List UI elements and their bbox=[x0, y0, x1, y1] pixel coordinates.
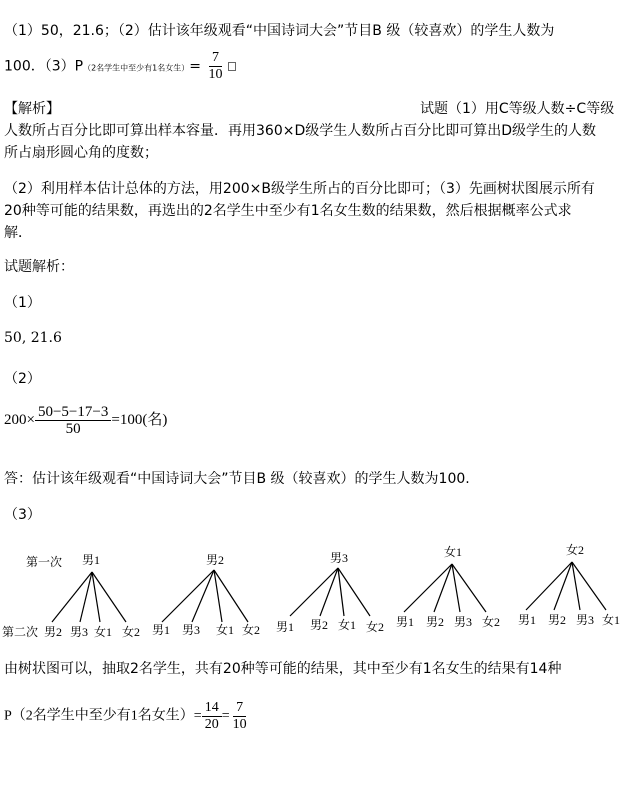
tree-leaf: 女1 bbox=[94, 625, 113, 639]
part-2-label: （2） bbox=[4, 371, 41, 387]
answer-line-2-start: 100．（3）P bbox=[4, 58, 84, 75]
answer-equals: = bbox=[189, 58, 201, 75]
formula-num: 50−5−17−3 bbox=[35, 404, 111, 421]
tree-leaf: 男3 bbox=[182, 623, 201, 637]
tree-branch bbox=[192, 570, 214, 622]
tree-branch bbox=[92, 572, 126, 622]
analysis-line-6: 解． bbox=[4, 225, 32, 241]
tree-branch bbox=[214, 570, 222, 622]
answer-fraction-den: 10 bbox=[208, 67, 223, 82]
tree-diagram bbox=[0, 536, 630, 646]
tree-leaf: 男2 bbox=[426, 615, 445, 629]
tree-leaf: 女2 bbox=[482, 615, 501, 629]
tree-branch bbox=[434, 564, 452, 612]
tree-leaf: 男1 bbox=[396, 615, 415, 629]
answer-prob-label: （2名学生中至少有1名女生） bbox=[83, 63, 190, 73]
analysis-line-3: 所占扇形圆心角的度数； bbox=[4, 145, 158, 161]
tree-leaf: 男1 bbox=[518, 613, 537, 627]
formula-result: =100(名) bbox=[111, 411, 168, 428]
tree-branch bbox=[572, 562, 606, 610]
part-1-answer: 50, 21.6 bbox=[4, 330, 62, 346]
tree-leaf: 男3 bbox=[454, 615, 473, 629]
tree-leaf: 女1 bbox=[602, 613, 621, 627]
tree-leaf: 女1 bbox=[338, 618, 357, 632]
final-equals: = bbox=[221, 708, 230, 724]
answer-fraction bbox=[205, 50, 225, 83]
analysis-heading: 【解析】 bbox=[4, 101, 60, 117]
part-2-formula bbox=[4, 404, 167, 437]
tree-leaf: 男1 bbox=[152, 623, 171, 637]
final-prefix: P（2名学生中至少有1名女生）= bbox=[4, 708, 202, 724]
tree-branch bbox=[404, 564, 452, 612]
tree-row2-label: 第二次 bbox=[2, 625, 39, 639]
tree-leaf: 女2 bbox=[122, 625, 141, 639]
tree-branch bbox=[320, 568, 338, 616]
tree-branch bbox=[162, 570, 214, 622]
final-probability bbox=[4, 700, 250, 733]
tree-row1-label: 第一次 bbox=[26, 555, 63, 569]
tree-branch bbox=[554, 562, 572, 610]
tree-root-5: 女2 bbox=[566, 543, 585, 557]
tree-branch bbox=[290, 568, 338, 616]
tree-root-4: 女1 bbox=[444, 545, 463, 559]
final-f1-den: 20 bbox=[204, 717, 219, 732]
analysis-right: 试题（1）用C等级人数÷C等级 bbox=[420, 101, 615, 117]
tree-leaf: 女1 bbox=[216, 623, 235, 637]
analysis-line-4: （2）利用样本估计总体的方法，用200×B级学生所占的百分比即可；（3）先画树状图展示所有 bbox=[4, 181, 595, 197]
tree-branch bbox=[92, 572, 100, 622]
answer-line-2 bbox=[4, 50, 236, 83]
formula-den: 50 bbox=[65, 421, 81, 437]
tree-leaf: 男2 bbox=[548, 613, 567, 627]
tree-branch bbox=[452, 564, 486, 612]
tree-leaf: 男3 bbox=[70, 625, 89, 639]
final-f2-num: 7 bbox=[233, 700, 246, 717]
inline-image-icon bbox=[228, 62, 236, 71]
answer-line-1: （1）50，21.6；（2）估计该年级观看“中国诗词大会”节目B 级（较喜欢）的学生人数为 bbox=[4, 23, 555, 39]
formula-prefix: 200× bbox=[4, 411, 35, 428]
formula-fraction bbox=[35, 404, 111, 437]
final-f2-den: 10 bbox=[232, 717, 247, 732]
tree-branch bbox=[452, 564, 460, 612]
part-2-conclusion: 答：估计该年级观看“中国诗词大会”节目B 级（较喜欢）的学生人数为100. bbox=[4, 471, 470, 487]
final-f1-num: 14 bbox=[202, 700, 222, 717]
tree-root-1: 男1 bbox=[82, 553, 101, 567]
tree-branch bbox=[214, 570, 248, 622]
tree-branch bbox=[526, 562, 572, 610]
final-fraction-1 bbox=[202, 700, 222, 733]
answer-fraction-num: 7 bbox=[209, 50, 222, 67]
tree-leaf: 男3 bbox=[576, 613, 595, 627]
analysis-line-5: 20种等可能的结果数，再选出的2名学生中至少有1名女生数的结果数，然后根据概率公式求 bbox=[4, 203, 572, 219]
part-3-label: （3） bbox=[4, 507, 41, 523]
part-1-label: （1） bbox=[4, 295, 41, 311]
tree-leaf: 男1 bbox=[276, 620, 295, 634]
tree-leaf: 男2 bbox=[44, 625, 63, 639]
analysis-line-2: 人数所占百分比即可算出样本容量．再用360×D级学生人数所占百分比即可算出D级学生的人数 bbox=[4, 123, 597, 139]
tree-conclusion: 由树状图可以，抽取2名学生，共有20种等可能的结果，其中至少有1名女生的结果有14种 bbox=[4, 661, 562, 677]
final-fraction-2 bbox=[230, 700, 250, 733]
tree-leaf: 男2 bbox=[310, 618, 329, 632]
solution-heading: 试题解析： bbox=[4, 259, 74, 275]
tree-leaf: 女2 bbox=[242, 623, 261, 637]
tree-root-2: 男2 bbox=[206, 553, 225, 567]
tree-root-3: 男3 bbox=[330, 551, 349, 565]
tree-branch bbox=[572, 562, 580, 610]
tree-leaf: 女2 bbox=[366, 620, 385, 634]
